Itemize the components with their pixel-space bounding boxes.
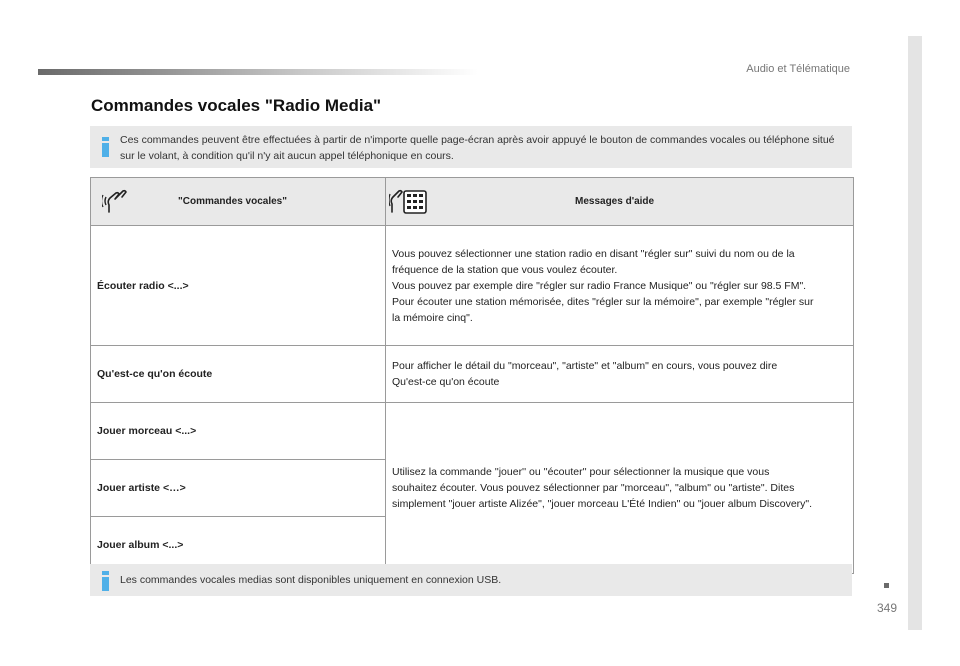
page-marker [884, 583, 889, 588]
page-side-tab [908, 36, 922, 630]
message-line: fréquence de la station que vous voulez écouter. [392, 263, 618, 276]
message-line: la mémoire cinq". [392, 311, 473, 324]
page-title: Commandes vocales "Radio Media" [91, 96, 382, 115]
header-gradient-bar [38, 69, 478, 75]
message-line: Pour écouter une station mémorisée, dites "régler sur la mémoire", par exemple "régler sur [392, 295, 814, 308]
help-messages-icon [389, 185, 433, 220]
info-icon [101, 137, 110, 157]
header-messages-label: Messages d'aide [575, 196, 655, 207]
info-icon [101, 571, 110, 591]
header-cell-commands [91, 178, 386, 226]
info-note-text: Les commandes vocales medias sont disponibles uniquement en connexion USB. [120, 574, 502, 586]
info-note-text: Ces commandes peuvent être effectuées à partir de n'importe quelle page-écran après avoir appuyé le bouton de commandes vocales ou téléphone situé sur le volant, à condition qu'il n'y ait aucun appel téléphonique en cours. [120, 134, 835, 162]
message-line: Vous pouvez par exemple dire "régler sur radio France Musique" ou "régler sur 98.5 FM". [392, 279, 807, 292]
shared-message-cell [386, 403, 854, 574]
page-number: 349 [877, 601, 898, 615]
command-cell: Qu'est-ce qu'on écoute [91, 346, 386, 403]
info-note-bottom [90, 564, 852, 596]
message-cell [386, 226, 854, 346]
message-line: Vous pouvez sélectionner une station radio en disant "régler sur" suivi du nom ou de la [392, 247, 795, 260]
table-row [91, 403, 854, 460]
table-row [91, 226, 854, 346]
voice-command-hand-icon [102, 187, 132, 218]
command-cell: Écouter radio <...> [91, 226, 386, 346]
info-note-top [90, 126, 852, 168]
header-cell-messages [386, 178, 854, 226]
table-header-row [91, 178, 854, 226]
voice-commands-table [90, 177, 854, 574]
message-line: Utilisez la commande ''jouer'' ou ''écouter'' pour sélectionner la musique que vous [392, 466, 770, 478]
header-commands-label: "Commandes vocales" [178, 196, 287, 207]
message-line: souhaitez écouter. Vous pouvez sélectionner par "morceau", "album" ou "artiste". Dites [392, 482, 795, 494]
command-cell: Jouer morceau <...> [91, 403, 386, 460]
table-row [91, 346, 854, 403]
message-cell [386, 346, 854, 403]
message-line: Pour afficher le détail du "morceau", "artiste" et "album" en cours, vous pouvez dire [392, 360, 778, 372]
command-cell: Jouer artiste <…> [91, 460, 386, 517]
section-title: Audio et Télématique [746, 63, 850, 75]
message-line: Qu'est-ce qu'on écoute [392, 376, 500, 388]
command-cell: Jouer album <...> [91, 517, 386, 574]
message-line: simplement "jouer artiste Alizée", "jouer morceau L'Été Indien" ou "jouer album Discovery". [392, 498, 813, 510]
